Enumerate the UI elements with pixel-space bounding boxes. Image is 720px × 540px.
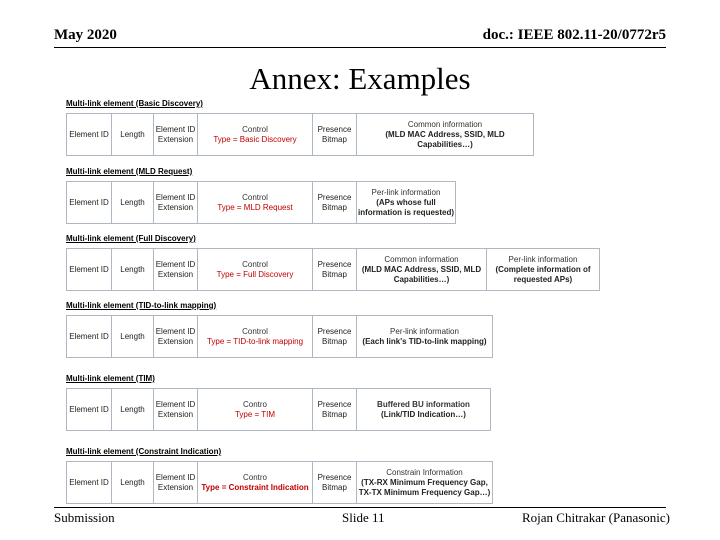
frame-table-mld-request	[66, 181, 456, 224]
cell-element-id: Element ID	[67, 316, 112, 358]
section-heading-full-discovery: Multi-link element (Full Discovery)	[66, 234, 196, 243]
header-date: May 2020	[54, 27, 117, 43]
cell-per-link-information: Per-link information (Complete information of requested APs)	[487, 249, 600, 291]
cell-element-id-extension: Element ID Extension	[154, 182, 198, 224]
frame-table-constraint-indication	[66, 461, 493, 504]
cell-presence-bitmap: Presence Bitmap	[313, 182, 357, 224]
header-doc-number: doc.: IEEE 802.11-20/0772r5	[482, 27, 666, 43]
frame-table-tid-to-link-mapping	[66, 315, 493, 358]
cell-element-id: Element ID	[67, 462, 112, 504]
frame-table-basic-discovery	[66, 113, 534, 156]
cell-element-id-extension: Element ID Extension	[154, 114, 198, 156]
footer-author: Rojan Chitrakar (Panasonic)	[521, 510, 670, 525]
section-heading-tim: Multi-link element (TIM)	[66, 374, 155, 383]
cell-buffered-bu-information: Buffered BU information (Link/TID Indication…)	[357, 389, 491, 431]
control-type: Type = TID-to-link mapping	[206, 336, 304, 346]
control-type: Type = MLD Request	[217, 202, 293, 212]
control-type: Type = Full Discovery	[216, 269, 294, 279]
control-type: Type = TIM	[234, 409, 276, 419]
cell-constrain-information: Constrain Information (TX-RX Minimum Frequency Gap, TX-TX Minimum Frequency Gap…)	[357, 462, 493, 504]
cell-element-id: Element ID	[67, 249, 112, 291]
section-heading-mld-request: Multi-link element (MLD Request)	[66, 167, 193, 176]
cell-control: Contro Type = Constraint Indication	[198, 462, 313, 504]
cell-control: Control Type = MLD Request	[198, 182, 313, 224]
cell-element-id: Element ID	[67, 182, 112, 224]
slide-title: Annex: Examples	[249, 61, 471, 96]
frame-table-full-discovery	[66, 248, 600, 291]
cell-presence-bitmap: Presence Bitmap	[313, 462, 357, 504]
frame-table-tim	[66, 388, 491, 431]
section-heading-basic-discovery: Multi-link element (Basic Discovery)	[66, 99, 203, 108]
control-type: Type = Basic Discovery	[213, 134, 297, 144]
cell-element-id: Element ID	[67, 389, 112, 431]
cell-presence-bitmap: Presence Bitmap	[313, 389, 357, 431]
cell-length: Length	[112, 462, 154, 504]
cell-presence-bitmap: Presence Bitmap	[313, 249, 357, 291]
cell-common-information: Common information (MLD MAC Address, SSID, MLD Capabilities…)	[357, 114, 534, 156]
section-heading-constraint-indication: Multi-link element (Constraint Indication)	[66, 447, 222, 456]
cell-length: Length	[112, 114, 154, 156]
cell-length: Length	[112, 249, 154, 291]
cell-presence-bitmap: Presence Bitmap	[313, 114, 357, 156]
cell-per-link-information: Per-link information (Each link's TID-to-link mapping)	[357, 316, 493, 358]
cell-per-link-information: Per-link information (APs whose full information is requested)	[357, 182, 456, 224]
footer-divider	[54, 507, 666, 508]
cell-element-id: Element ID	[67, 114, 112, 156]
cell-element-id-extension: Element ID Extension	[154, 316, 198, 358]
cell-control: Control Type = Basic Discovery	[198, 114, 313, 156]
cell-length: Length	[112, 389, 154, 431]
cell-control: Contro Type = TIM	[198, 389, 313, 431]
cell-element-id-extension: Element ID Extension	[154, 249, 198, 291]
footer-submission: Submission	[54, 510, 115, 525]
footer-slide-number: Slide 11	[342, 510, 385, 525]
cell-element-id-extension: Element ID Extension	[154, 462, 198, 504]
cell-control: Control Type = Full Discovery	[198, 249, 313, 291]
section-heading-tid-to-link-mapping: Multi-link element (TID-to-link mapping)	[66, 301, 217, 310]
cell-common-information: Common information (MLD MAC Address, SSID, MLD Capabilities…)	[357, 249, 487, 291]
cell-element-id-extension: Element ID Extension	[154, 389, 198, 431]
control-type: Type = Constraint Indication	[201, 482, 309, 492]
cell-presence-bitmap: Presence Bitmap	[313, 316, 357, 358]
cell-length: Length	[112, 316, 154, 358]
cell-length: Length	[112, 182, 154, 224]
header-divider	[54, 47, 666, 48]
cell-control: Control Type = TID-to-link mapping	[198, 316, 313, 358]
